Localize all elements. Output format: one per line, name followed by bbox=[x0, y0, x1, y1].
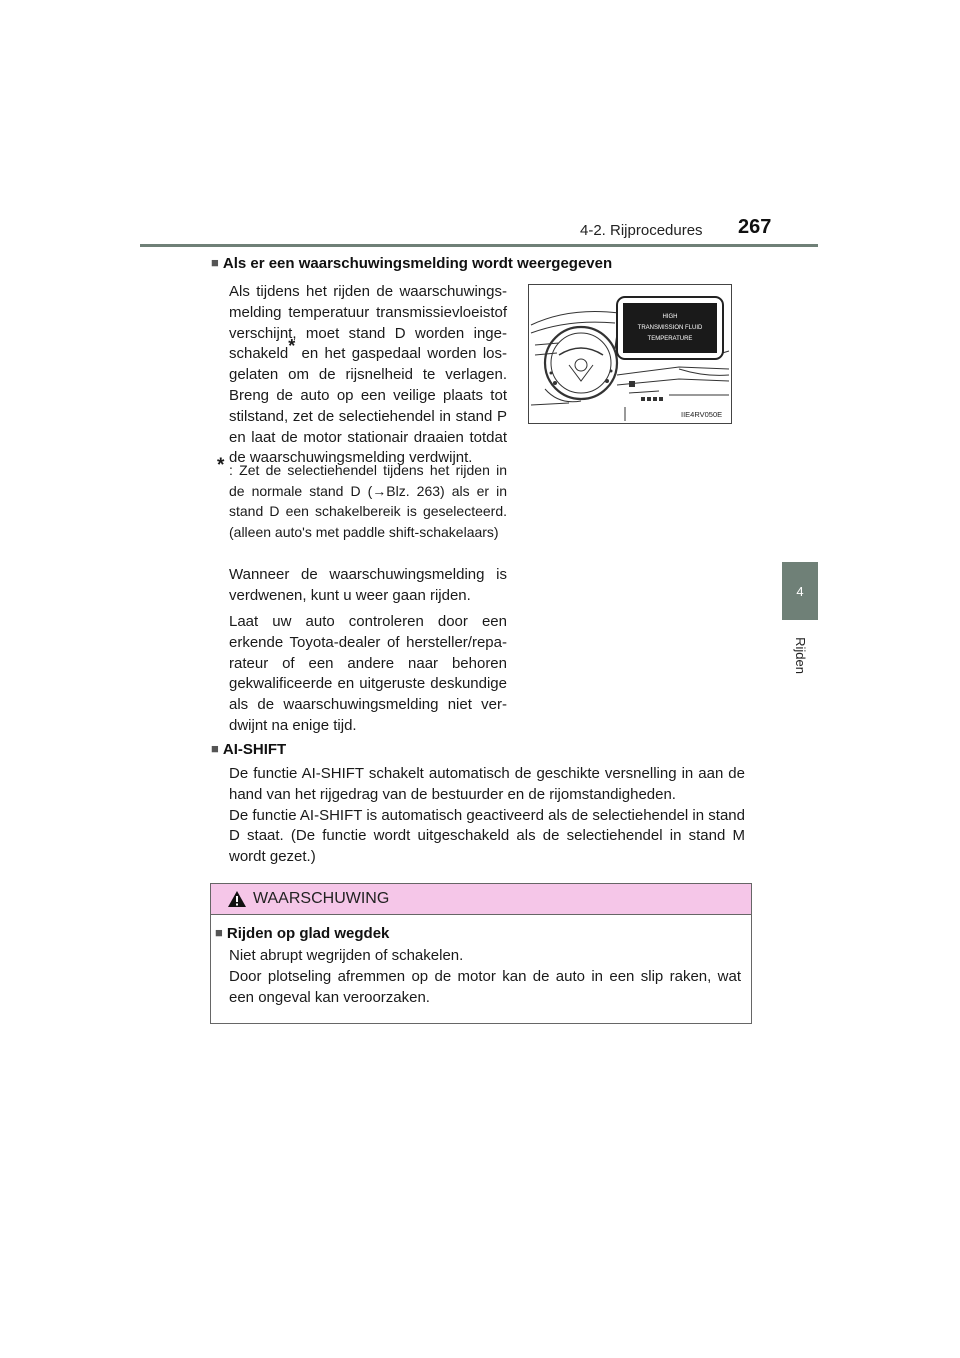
warning-title: WAARSCHUWING bbox=[253, 890, 390, 907]
dashboard-drawing bbox=[529, 285, 731, 423]
ai-shift-paragraph bbox=[229, 764, 745, 868]
section-heading bbox=[211, 255, 612, 272]
chapter-label bbox=[782, 632, 818, 678]
display-line-1: HIGH bbox=[662, 314, 678, 320]
square-bullet-icon: ■ bbox=[215, 925, 223, 940]
ai-shift-activation: De functie AI-SHIFT is automatisch geactiveerd als de selectiehendel in stand D staat. (De functie wordt uitgeschakeld als de selectiehendel in stand M wordt gezet.) bbox=[229, 806, 745, 866]
display-line-3: TEMPERATURE bbox=[647, 336, 693, 342]
chapter-label-text: Rijden bbox=[792, 636, 808, 674]
header-rule bbox=[140, 244, 818, 247]
warning-line-1: Niet abrupt wegrijden of schakelen. bbox=[229, 947, 464, 964]
resume-paragraph: Wanneer de waarschuwingsmelding is verdwenen, kunt u weer gaan rijden. bbox=[229, 566, 507, 604]
footnote bbox=[217, 455, 507, 542]
warning-message-paragraph bbox=[229, 282, 507, 469]
footnote-text: : Zet de selectiehendel tijdens het rijden in de normale stand D (→Blz. 263) als er in stand D een schakelbereik is geselecteerd. (alleen auto's met paddle shift-schakelaars) bbox=[229, 462, 507, 540]
warning-box bbox=[210, 883, 752, 1024]
section-heading-text: Als er een waarschuwingsmelding wordt weergegeven bbox=[222, 255, 613, 272]
display-line-2: TRANSMISSION FLUID bbox=[637, 325, 703, 331]
warning-triangle-icon bbox=[227, 890, 247, 908]
chapter-number: 4 bbox=[796, 583, 804, 599]
dealer-paragraph: Laat uw auto controleren door een erkende Toyota-dealer of hersteller/repa-rateur of een andere naar behoren gekwalificeerde en uitgeruste deskundige als de waarschuwingsmelding niet ver-dwijnt na enige tijd. bbox=[229, 613, 507, 734]
section-heading-ai-shift bbox=[211, 741, 286, 758]
footnote-marker: * bbox=[288, 336, 296, 357]
paragraph-text: Als tijdens het rijden de waarschuwings-melding temperatuur transmissievloeistof verschijnt, moet stand D worden inge-schakeld bbox=[229, 283, 507, 363]
warning-line-2: Door plotseling afremmen op de motor kan de auto in een slip raken, wat een ongeval kan veroorzaken. bbox=[229, 967, 741, 1006]
footnote-star: * bbox=[217, 455, 225, 476]
page-number: 267 bbox=[738, 216, 772, 238]
section-title: 4-2. Rijprocedures bbox=[580, 222, 703, 239]
square-bullet-icon: ■ bbox=[211, 255, 219, 270]
square-bullet-icon: ■ bbox=[211, 741, 219, 756]
warning-heading-text: Rijden op glad wegdek bbox=[226, 925, 390, 942]
warning-body bbox=[211, 915, 751, 1008]
warning-header bbox=[211, 884, 751, 915]
warning-text bbox=[229, 946, 741, 1008]
figure-code: IIE4RV050E bbox=[681, 410, 723, 419]
warning-heading bbox=[215, 925, 741, 942]
paragraph-text-cont: en het gaspedaal worden los-gelaten om de rijsnelheid te verlagen. Breng de auto op een veilige plaats tot stilstand, zet de selectiehendel in stand P en laat de motor stationair draaien totdat de waarschuwingsmelding verdwijnt. bbox=[229, 345, 507, 467]
section-heading-text: AI-SHIFT bbox=[222, 741, 287, 758]
dashboard-illustration bbox=[528, 284, 732, 424]
ai-shift-description: De functie AI-SHIFT schakelt automatisch de geschikte versnelling in aan de hand van het rijgedrag van de bestuurder en de rijomstandigheden. bbox=[229, 765, 745, 803]
chapter-tab bbox=[782, 562, 818, 620]
